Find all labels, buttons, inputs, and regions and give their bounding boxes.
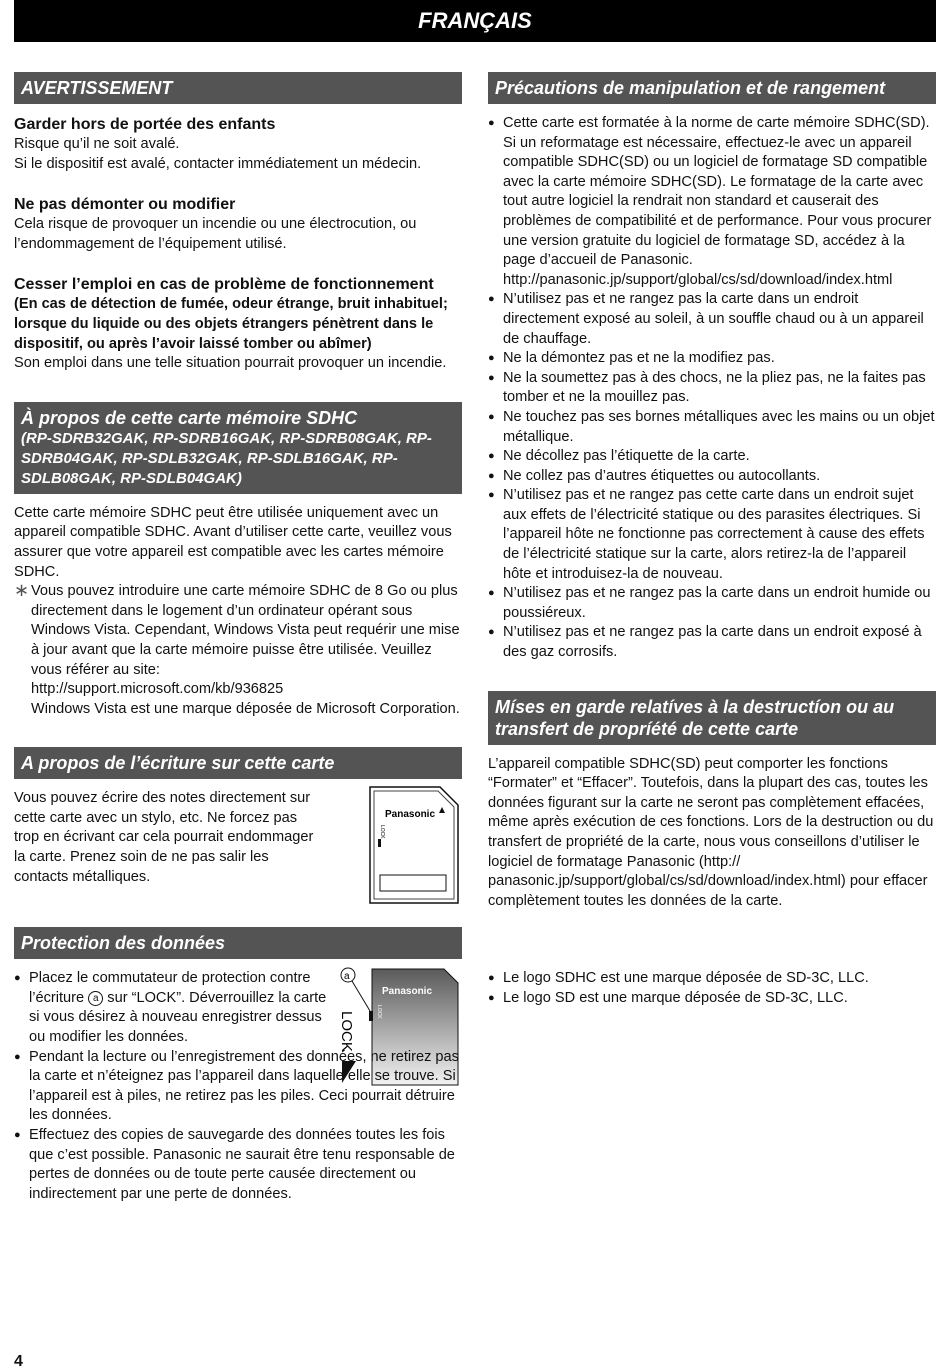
- precautions-url: http://panasonic.jp/support/global/cs/sd/download/index.html: [503, 271, 893, 288]
- about-card-note-text: ∗ Vous pouvez introduire une carte mémoire SDHC de 8 Go ou plus directement dans le logement d’un ordinateur opérant sous Windows Vista. Cependant, Windows Vista peut requérir une mise à jour avant que la carte mémoire puisse être utilisée. Veuillez vous référer au site:: [31, 583, 460, 678]
- disposal-heading: Míses en garde relatíves à la destructíon ou au transfert de propríété de cette carte: [488, 691, 936, 745]
- about-card-title: À propos de cette carte mémoire SDHC: [21, 407, 358, 428]
- warning-heading: AVERTISSEMENT: [14, 72, 462, 104]
- precautions-heading: Précautions de manipulation et de rangement: [488, 72, 936, 104]
- writing-heading: A propos de l’écriture sur cette carte: [14, 747, 462, 779]
- protection-item: ● Effectuez des copies de sauvegarde des données toutes les fois que c’est possible. Panasonic ne saurait être tenu responsable de pertes de données ou de toute perte causée directement ou indirectement par une perte de données.: [14, 1126, 462, 1204]
- trademark-list: [488, 969, 936, 1008]
- figure-small-lock: LOCK: [376, 1005, 382, 1019]
- page-title: FRANÇAIS: [14, 0, 936, 42]
- warning-item-title: Cesser l’emploi en cas de problème de fonctionnement: [14, 276, 434, 294]
- writing-body: Vous pouvez écrire des notes directement sur cette carte avec un stylo, etc. Ne forcez pas trop en écrivant car cela pourrait endommager la carte. Prenez soin de ne pas salir les contacts métalliques.: [14, 790, 314, 885]
- about-card-note: [14, 582, 462, 719]
- warning-item-bold: (En cas de détection de fumée, odeur étrange, bruit inhabituel; lorsque du liquide ou des objets étrangers pénètrent dans le dispositif, ou après l’avoir laissé tomber ou abîmer): [14, 296, 448, 352]
- precaution-item: ● Ne touchez pas ses bornes métalliques avec les mains ou un objet métallique.: [488, 408, 936, 447]
- precautions-list: [488, 114, 936, 663]
- precaution-item: ● N’utilisez pas et ne rangez pas la carte dans un endroit exposé à des gaz corrosifs.: [488, 623, 936, 662]
- left-column: [14, 72, 462, 1204]
- trademark-item: ● Le logo SD est une marque déposée de SD-3C, LLC.: [488, 989, 936, 1009]
- about-card-models: (RP-SDRB32GAK, RP-SDRB16GAK, RP-SDRB08GAK, RP-SDRB04GAK, RP-SDLB32GAK, RP-SDLB16GAK, RP-SDLB08GAK, RP-SDLB04GAK): [21, 429, 432, 487]
- disposal-body: L’appareil compatible SDHC(SD) peut comporter les fonctions “Formater” et “Effacer”. Toutefois, dans la plupart des cas, toutes les données figurant sur la carte ne seront pas complètement effacées, même après exécution de ces fonctions. Lors de la destruction ou du transfert de propriété de la carte, nous vous conseillons d’utiliser le logiciel de formatage Panasonic (http:// panasonic.jp/support/global/cs/sd/download/index.html) pour effacer complètement toutes les données de la carte.: [488, 755, 934, 909]
- about-card-heading: [14, 402, 462, 494]
- page-number: 4: [14, 1353, 23, 1370]
- precaution-item: ● Ne la soumettez pas à des chocs, ne la pliez pas, ne la faites pas tomber et ne la mouillez pas.: [488, 369, 936, 408]
- about-card-note-url: http://support.microsoft.com/kb/936825: [31, 681, 284, 698]
- protection-item: ● Pendant la lecture ou l’enregistrement des données, ne retirez pas la carte et n’éteignez pas l’appareil dans laquelle elle se trouve. Si l’appareil est à piles, ne retirez pas les piles. Ceci pourrait détruire les données.: [14, 1048, 462, 1126]
- warning-item-text: Si le dispositif est avalé, contacter immédiatement un médecin.: [14, 155, 422, 172]
- precaution-item: ● Cette carte est formatée à la norme de carte mémoire SDHC(SD). Si un reformatage est nécessaire, effectuez-le avec un appareil compatible SDHC(SD) ou un logiciel de formatage SD compatible avec la carte mémoire SDHC(SD). Le formatage de la carte avec tout autre logiciel la rendrait non standard et causerait des problèmes de compatibilité et de performance. Pour vous procurer une version gratuite du logiciel de formatage SD, accédez à la page d’accueil de Panasonic. http://panasonic.jp/support/global/cs/sd/download/index.html: [488, 114, 936, 290]
- card-lock-label: LOCK: [379, 825, 385, 839]
- figure-brand-label: Panasonic: [382, 986, 433, 998]
- about-card-body: Cette carte mémoire SDHC peut être utilisée uniquement avec un appareil compatible SDHC. Avant d’utiliser cette carte, veuillez vous assurer que votre appareil est compatible avec les cartes mémoire SDHC.: [14, 504, 452, 580]
- precaution-item: ● N’utilisez pas et ne rangez pas la carte dans un endroit humide ou poussiéreux.: [488, 584, 936, 623]
- protection-block: [14, 969, 462, 1204]
- trademark-item: ● Le logo SDHC est une marque déposée de SD-3C, LLC.: [488, 969, 936, 989]
- warning-item-text: Cela risque de provoquer un incendie ou une électrocution, ou l’endommagement de l’équipement utilisé.: [14, 216, 417, 252]
- card-brand-label: Panasonic: [385, 809, 436, 821]
- precaution-item: ● N’utilisez pas et ne rangez pas cette carte dans un endroit sujet aux effets de l’électricité statique ou des parasites électriques. Si l’appareil hôte ne fonctionne pas correctement à cause des effets de l’électricité statique sur la carte, alors retirez-la de l’appareil hôte et introduisez-la de nouveau.: [488, 486, 936, 584]
- precaution-item: ● Ne décollez pas l’étiquette de la carte.: [488, 447, 936, 467]
- writing-block: [14, 789, 462, 917]
- precaution-item: ● Ne collez pas d’autres étiquettes ou autocollants.: [488, 467, 936, 487]
- precaution-item: ● Ne la démontez pas et ne la modifiez pas.: [488, 349, 936, 369]
- warning-item-title: Garder hors de portée des enfants: [14, 116, 276, 133]
- warning-item-text: Son emploi dans une telle situation pourrait provoquer un incendie.: [14, 355, 447, 372]
- precaution-item: ● N’utilisez pas et ne rangez pas la carte dans un endroit directement exposé au soleil, à un souffle chaud ou à un appareil de chauffage.: [488, 290, 936, 349]
- warning-item-title: Ne pas démonter ou modifier: [14, 196, 236, 214]
- figure-marker-a: a: [344, 971, 350, 983]
- sd-card-illustration: [368, 783, 460, 907]
- figure-lock-label: LOCK: [338, 1011, 355, 1053]
- protection-heading: Protection des données: [14, 927, 462, 959]
- warning-item-text: Risque qu’il ne soit avalé.: [14, 136, 180, 152]
- protection-item: ● Placez le commutateur de protection contre l’écriture a sur “LOCK”. Déverrouillez la carte si vous désirez à nouveau enregistrer dessus ou modifier les données.: [14, 969, 329, 1047]
- right-column: [488, 72, 936, 1009]
- about-card-note-tm: Windows Vista est une marque déposée de Microsoft Corporation.: [31, 700, 460, 717]
- marker-a: a: [88, 991, 103, 1006]
